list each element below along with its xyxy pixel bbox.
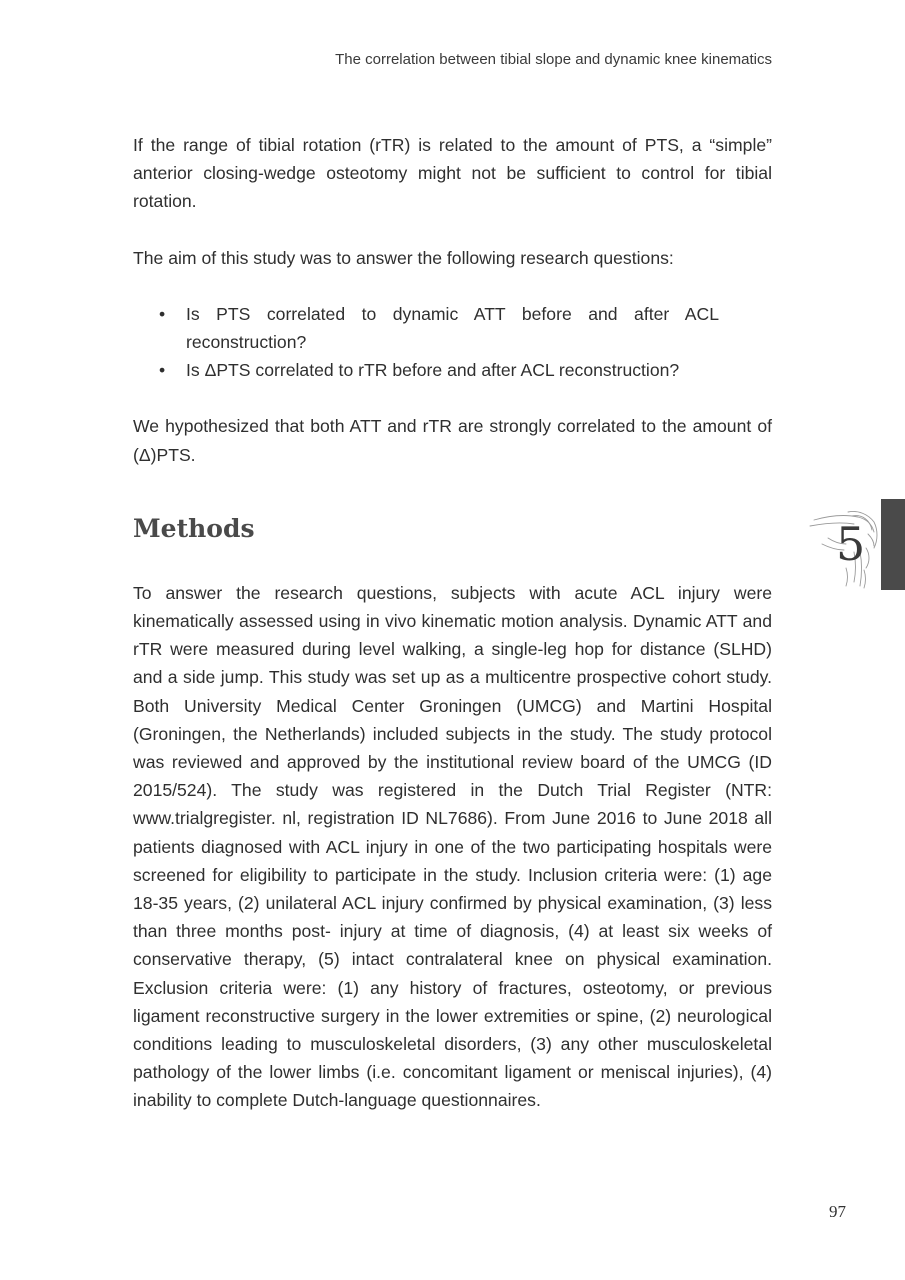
intro-paragraph: If the range of tibial rotation (rTR) is related to the amount of PTS, a “simple” anterior closing-wedge osteotomy might not be sufficient to control for tibial rotation. bbox=[133, 135, 772, 212]
bullet-marker: • bbox=[159, 360, 166, 381]
research-questions-list bbox=[133, 300, 719, 385]
research-question-2: Is ΔPTS correlated to rTR before and after ACL reconstruction? bbox=[186, 360, 680, 381]
bullet-marker: • bbox=[159, 303, 166, 324]
aim-paragraph: The aim of this study was to answer the following research questions: bbox=[133, 247, 674, 268]
methods-heading: Methods bbox=[133, 513, 255, 543]
running-header: The correlation between tibial slope and dynamic knee kinematics bbox=[335, 51, 772, 68]
chapter-tab bbox=[881, 499, 905, 590]
hypothesis-paragraph: We hypothesized that both ATT and rTR are strongly correlated to the amount of (Δ)PTS. bbox=[133, 416, 772, 465]
methods-paragraph: To answer the research questions, subjects with acute ACL injury were kinematically assessed using in vivo kinematic motion analysis. Dynamic ATT and rTR were measured during level walking, a single-leg hop for distance (SLHD) and a side jump. This study was set up as a multicentre prospective cohort study. Both University Medical Center Groningen (UMCG) and Martini Hospital (Groningen, the Netherlands) included subjects in the study. The study protocol was reviewed and approved by the institutional review board of the UMCG (ID 2015/524). The study was registered in the Dutch Trial Register (NTR: www.trialgregister. nl, registration ID NL7686). From June 2016 to June 2018 all patients diagnosed with ACL injury in one of the two participating hospitals were screened for eligibility to participate in the study. Inclusion criteria were: (1) age 18-35 years, (2) unilateral ACL injury confirmed by physical examination, (3) less than three months post- injury at time of diagnosis, (4) at least six weeks of conservative therapy, (5) intact contralateral knee on physical examination. Exclusion criteria were: (1) any history of fractures, osteotomy, or previous ligament reconstructive surgery in the lower extremities or spine, (2) neurological conditions leading to musculoskeletal disorders, (3) any other musculoskeletal pathology of the lower limbs (i.e. concomitant ligament or meniscal injuries), (4) inability to complete Dutch-language questionnaires. bbox=[133, 582, 772, 1111]
list-item bbox=[159, 300, 719, 356]
research-question-1: Is PTS correlated to dynamic ATT before and after ACL reconstruction? bbox=[186, 303, 719, 353]
main-text-column bbox=[133, 131, 772, 1115]
page-number: 97 bbox=[829, 1202, 846, 1221]
list-item bbox=[159, 356, 719, 384]
chapter-number: 5 bbox=[836, 517, 866, 571]
